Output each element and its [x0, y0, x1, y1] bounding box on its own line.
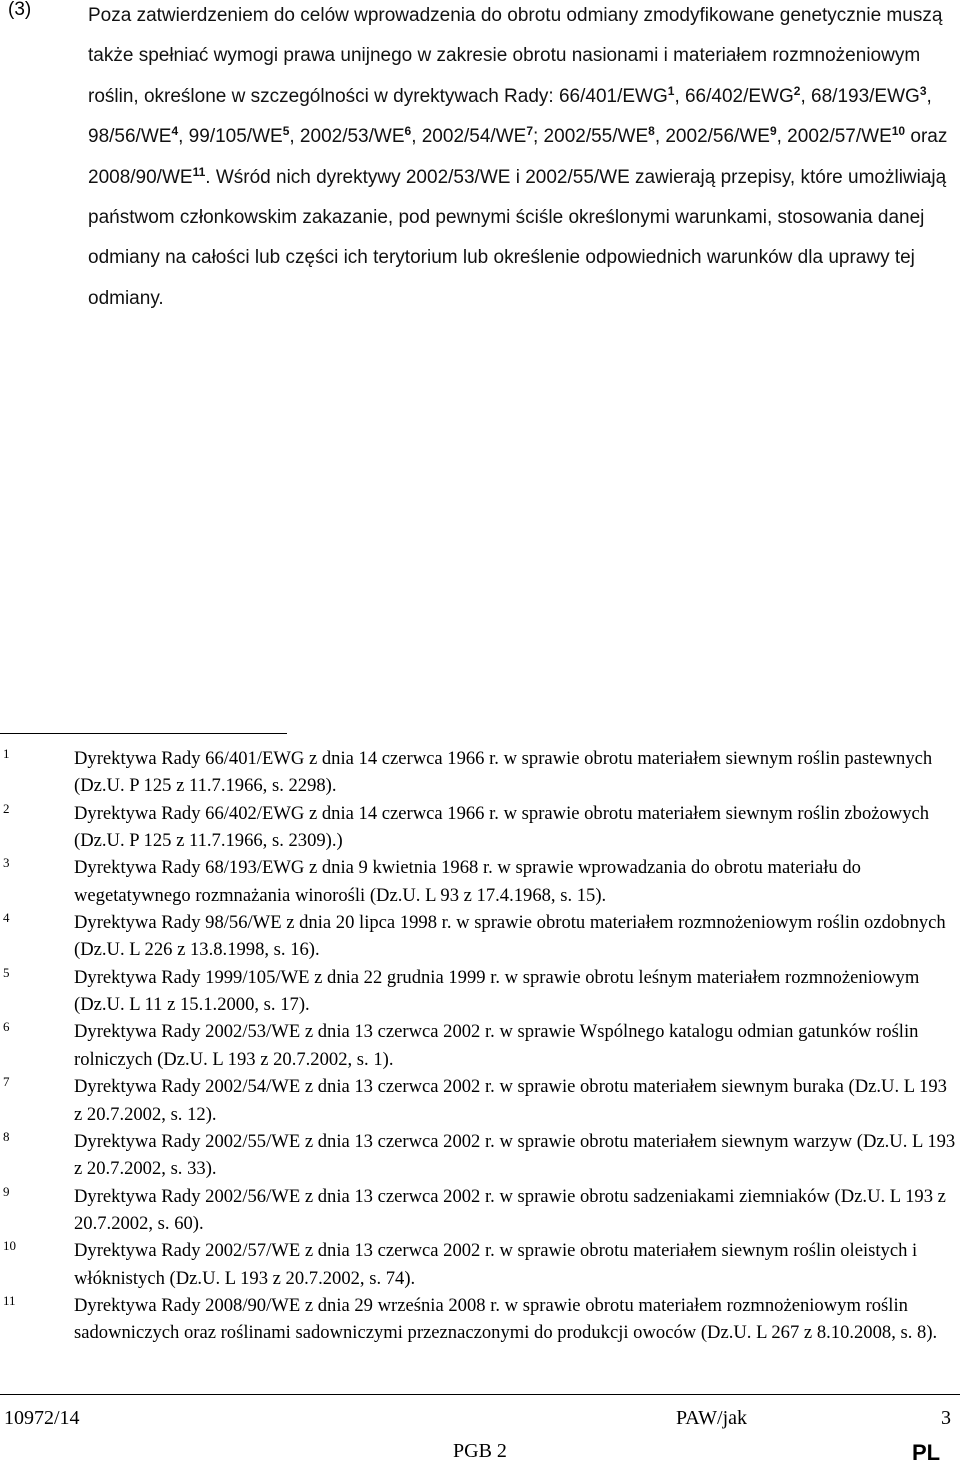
footnote-ref[interactable]: 5 [282, 124, 290, 139]
footnote-item [0, 1072, 960, 1127]
paragraph-text-segment: , 2002/57/WE [776, 126, 892, 148]
footnote-item [0, 1127, 960, 1182]
paragraph-text-segment: , 2002/56/WE [654, 126, 770, 148]
footnote-item [0, 963, 960, 1018]
footnote-text: Dyrektywa Rady 1999/105/WE z dnia 22 grudnia 1999 r. w sprawie obrotu leśnym materiałem rozmnożeniowym (Dz.U. L 11 z 15.1.2000, s. 17). [74, 966, 920, 1016]
footnote-text: Dyrektywa Rady 2002/57/WE z dnia 13 czerwca 2002 r. w sprawie obrotu materiałem siewnym roślin oleistych i włóknistych (Dz.U. L 193 z 20.7.2002, s. 74). [74, 1240, 918, 1289]
footnote-number: 6 [3, 1019, 10, 1035]
footnote-item [0, 744, 960, 799]
footnote-text: Dyrektywa Rady 66/401/EWG z dnia 14 czerwca 1966 r. w sprawie obrotu materiałem siewnym roślin pastewnych (Dz.U. P 125 z 11.7.1966, s. 2298). [74, 748, 933, 797]
footnote-number: 7 [3, 1074, 10, 1090]
footnote-ref[interactable]: 3 [919, 83, 927, 98]
footnote-ref[interactable]: 7 [526, 124, 533, 139]
footer-directorate: PGB 2 [453, 1440, 507, 1462]
footnote-ref[interactable]: 1 [667, 83, 675, 98]
footnote-text: Dyrektywa Rady 98/56/WE z dnia 20 lipca 1998 r. w sprawie obrotu materiałem rozmnożeniowym roślin ozdobnych (Dz.U. L 226 z 13.8.1998, s. 16). [74, 912, 946, 961]
footnote-text: Dyrektywa Rady 2008/90/WE z dnia 29 września 2008 r. w sprawie obrotu materiałem rozmnożeniowym roślin sadowniczych oraz roślinami sadowniczymi przeznaczonymi do produkcji owoców (Dz.U. L 267 z 8.10.2008, s. 8). [74, 1294, 938, 1344]
footer-language: PL [912, 1440, 941, 1465]
paragraph-text-segment: , 98/56/WE [88, 85, 932, 148]
footnote-item [0, 1017, 960, 1072]
footer-separator [0, 1394, 960, 1395]
footnote-text: Dyrektywa Rady 2002/53/WE z dnia 13 czerwca 2002 r. w sprawie Wspólnego katalogu odmian gatunków roślin rolniczych (Dz.U. L 193 z 20.7.2002, s. 1). [74, 1021, 919, 1070]
footnote-text: Dyrektywa Rady 2002/55/WE z dnia 13 czerwca 2002 r. w sprawie obrotu materiałem siewnym warzyw (Dz.U. L 193 z 20.7.2002, s. 33). [74, 1130, 956, 1180]
footnote-ref[interactable]: 8 [648, 124, 655, 139]
paragraph-text-segment: , 2002/54/WE [411, 126, 527, 148]
footnote-ref[interactable]: 9 [769, 124, 777, 139]
footnote-ref[interactable]: 2 [793, 83, 801, 98]
footnote-ref[interactable]: 10 [891, 124, 906, 139]
footnote-number: 11 [3, 1292, 16, 1308]
footnote-item [0, 908, 960, 963]
footnote-item [0, 1236, 960, 1291]
footnote-number: 2 [3, 800, 10, 816]
footnote-text: Dyrektywa Rady 68/193/EWG z dnia 9 kwietnia 1968 r. w sprawie wprowadzania do obrotu materiału do wegetatywnego rozmnażania winorośli (Dz.U. L 93 z 17.4.1968, s. 15). [74, 857, 861, 906]
footnote-text: Dyrektywa Rady 2002/54/WE z dnia 13 czerwca 2002 r. w sprawie obrotu materiałem siewnym buraka (Dz.U. L 193 z 20.7.2002, s. 12). [74, 1076, 947, 1125]
footnote-number: 8 [3, 1128, 10, 1144]
footnote-number: 10 [3, 1238, 16, 1254]
footnote-item [0, 1291, 960, 1346]
footer-doc-number: 10972/14 [4, 1407, 80, 1429]
footer-page-number: 3 [941, 1407, 951, 1429]
footnote-number: 3 [3, 855, 10, 871]
footnote-number: 4 [3, 910, 10, 926]
paragraph-text-segment: , 68/193/EWG [800, 85, 920, 107]
footnote-number: 9 [3, 1183, 10, 1199]
paragraph-text-segment: oraz 2008/90/WE [88, 126, 948, 188]
paragraph-text-segment: , 66/402/EWG [674, 85, 794, 107]
paragraph-number: (3) [8, 0, 32, 20]
paragraph-text-segment: , 2002/53/WE [289, 126, 405, 148]
footnote-item [0, 853, 960, 908]
footnote-ref[interactable]: 4 [171, 124, 179, 139]
paragraph-text-segment: Poza zatwierdzeniem do celów wprowadzenia do obrotu odmiany zmodyfikowane genetycznie muszą także spełniać wymogi prawa unijnego w zakresie obrotu nasionami i materiałem rozmnożeniowym roślin, określone w szczególności w dyrektywach Rady: 66/401/EWG [88, 5, 943, 107]
footnote-text: Dyrektywa Rady 66/402/EWG z dnia 14 czerwca 1966 r. w sprawie obrotu materiałem siewnym roślin zbożowych (Dz.U. P 125 z 11.7.1966, s. 2309).) [74, 802, 930, 852]
footnote-item [0, 799, 960, 854]
footnote-number: 1 [3, 746, 10, 761]
footnote-item [0, 1182, 960, 1237]
footnote-text: Dyrektywa Rady 2002/56/WE z dnia 13 czerwca 2002 r. w sprawie obrotu sadzeniakami ziemniaków (Dz.U. L 193 z 20.7.2002, s. 60). [74, 1185, 946, 1234]
footer-author: PAW/jak [676, 1407, 747, 1429]
paragraph-text-segment: ; 2002/55/WE [533, 126, 649, 148]
footnote-ref[interactable]: 6 [404, 124, 412, 139]
paragraph-text-segment: , 99/105/WE [178, 126, 283, 148]
footnote-ref[interactable]: 11 [192, 164, 206, 179]
paragraph-text [88, 0, 950, 319]
footnote-separator [0, 733, 287, 734]
paragraph-text-segment: . Wśród nich dyrektywy 2002/53/WE i 2002/55/WE zawierają przepisy, które umożliwiają państwom członkowskim zakazanie, pod pewnymi ściśle określonymi warunkami, stosowania danej odmiany na całości lub części ich terytorium lub określenie odpowiednich warunków dla uprawy tej odmiany. [88, 166, 947, 309]
footnote-list [0, 744, 960, 1346]
footnote-number: 5 [3, 964, 10, 980]
